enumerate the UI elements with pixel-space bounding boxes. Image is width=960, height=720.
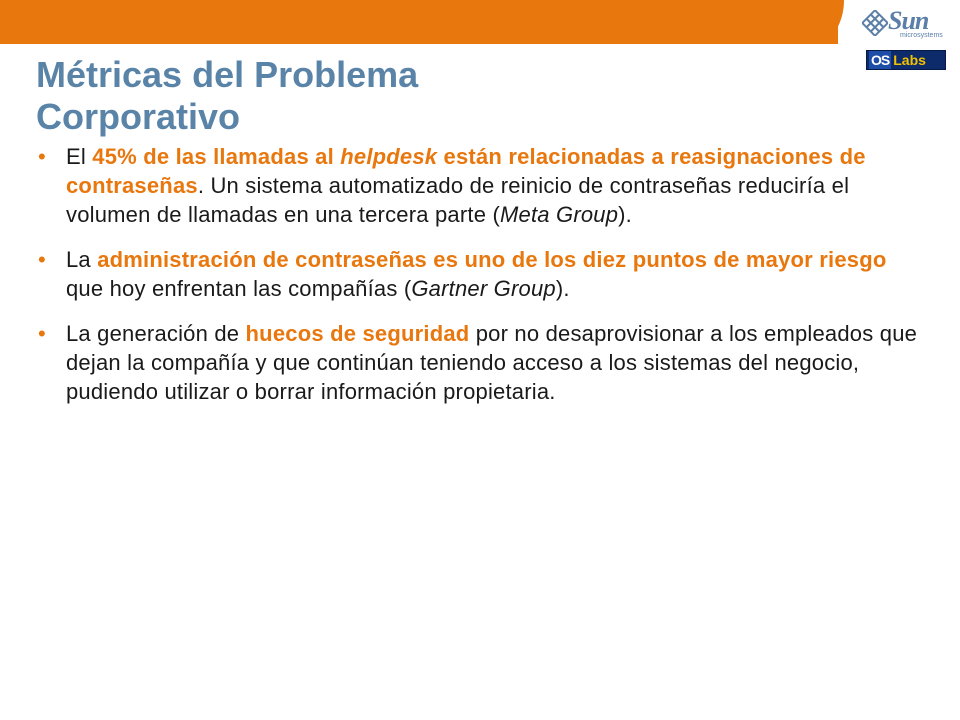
bullet-text-plain: La (66, 247, 98, 272)
bullet-text-plain: . Un sistema automatizado de reinicio de contraseñas reduciría el volumen de llamadas en una tercera parte ( (66, 173, 850, 227)
slide-title-line-2: Corporativo (36, 96, 241, 137)
bullet-highlight: huecos de seguridad (245, 321, 470, 346)
bullet-text-plain: por no desaprovisionar a los empleados que dejan la compañía y que continúan teniendo acceso a los sistemas del negocio, pudiendo utilizar o borrar información propietaria. (66, 321, 918, 404)
bullet-item (38, 319, 918, 406)
bullet-text-plain: que hoy enfrentan las compañías ( (66, 276, 412, 301)
bullet-text-plain: ). (618, 202, 632, 227)
slide-title-line-1: Métricas del Problema (36, 54, 419, 95)
top-banner (0, 0, 838, 44)
bullet-highlight: administración de contraseñas es uno de los diez puntos de mayor riesgo (97, 247, 887, 272)
sun-diamond-icon (862, 10, 888, 36)
bullet-dot-icon: • (38, 321, 46, 346)
bullet-highlight: 45% de las llamadas al (92, 144, 341, 169)
sun-logo (858, 4, 948, 48)
bullet-dot-icon: • (38, 144, 46, 169)
bullet-citation: Gartner Group (411, 276, 556, 301)
top-banner-curve (810, 0, 844, 44)
bullet-highlight-italic: helpdesk (340, 144, 438, 169)
bullet-dot-icon: • (38, 247, 46, 272)
bullet-text (66, 142, 918, 229)
bullet-list (38, 142, 918, 422)
sun-wordmark: Sun (888, 6, 929, 35)
bullet-text (66, 245, 918, 303)
sun-subtitle: microsystems (900, 32, 943, 39)
oslabs-os-text: OS (871, 52, 890, 68)
slide-title (36, 54, 656, 138)
logo-area (858, 4, 948, 70)
bullet-text-plain: La generación de (66, 321, 246, 346)
bullet-text-plain: ). (555, 276, 570, 301)
bullet-text (66, 319, 918, 406)
bullet-citation: Meta Group (499, 202, 619, 227)
oslabs-labs-text: Labs (893, 52, 926, 68)
bullet-text-plain: El (66, 144, 93, 169)
bullet-item (38, 245, 918, 303)
bullet-item (38, 142, 918, 229)
bullet-highlight: están relacionadas a reasignaciones de contraseñas (66, 144, 866, 198)
oslabs-logo (866, 50, 946, 70)
